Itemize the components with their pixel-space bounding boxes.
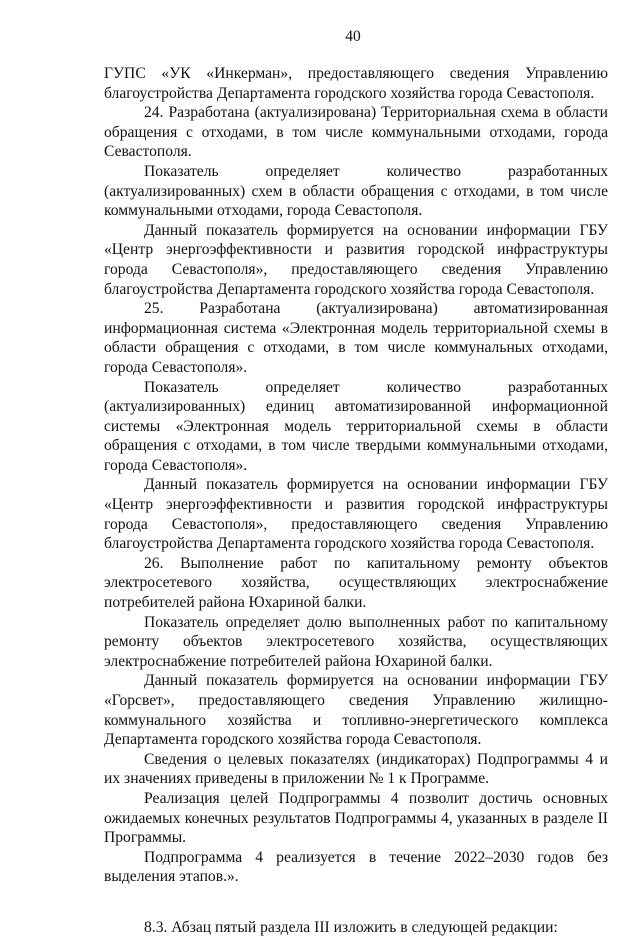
- paragraph-indicator-24: 24. Разработана (актуализирована) Территориальная схема в области обращения с отходами, в том числе коммунальными отходами, города Севастополя.: [104, 104, 608, 161]
- paragraph-indicator-25-definition: Показатель определяет количество разработанных (актуализированных) единиц автоматизированной информационной системы «Электронная модель территориальной схемы в области обращения с отходами, в том числе твердыми коммунальными отходами, города Севастополя».: [104, 378, 608, 474]
- paragraph-amendment-8-3: 8.3. Абзац пятый раздела III изложить в следующей редакции:: [144, 918, 558, 936]
- paragraph-indicator-24-definition: Показатель определяет количество разработанных (актуализированных) схем в области обращения с отходами, в том числе коммунальными отходами, города Севастополя.: [104, 162, 608, 220]
- paragraph-indicator-26-definition: Показатель определяет долю выполненных работ по капитальному ремонту объектов электросетевого хозяйства, осуществляющих электроснабжение потребителей района Юхариной балки.: [104, 613, 608, 670]
- paragraph-continuation: ГУПС «УК «Инкерман», предоставляющего сведения Управлению благоустройства Департамента городского хозяйства города Севастополя.: [104, 65, 608, 102]
- paragraph-indicator-26: 26. Выполнение работ по капитальному ремонту объектов электросетевого хозяйства, осуществляющих электроснабжение потребителей района Юхариной балки.: [104, 554, 608, 612]
- page-number: 40: [345, 28, 361, 45]
- paragraph-implementation-period: Подпрограмма 4 реализуется в течение 2022–2030 годов без выделения этапов.».: [104, 848, 608, 886]
- paragraph-indicator-25-source: Данный показатель формируется на основании информации ГБУ «Центр энергоэффективности и развития городской инфраструктуры города Севастополя», предоставляющего сведения Управлению благоустройства Департамента городского хозяйства города Севастополя.: [104, 476, 608, 553]
- paragraph-expected-results: Реализация целей Подпрограммы 4 позволит достичь основных ожидаемых конечных результатов Подпрограммы 4, указанных в разделе II Программы.: [104, 789, 608, 847]
- paragraph-indicator-26-source: Данный показатель формируется на основании информации ГБУ «Горсвет», предоставляющего сведения Управлению жилищно-коммунального хозяйства и топливно-энергетического комплекса Департамента городского хозяйства города Севастополя.: [104, 672, 608, 749]
- paragraph-indicator-24-source: Данный показатель формируется на основании информации ГБУ «Центр энергоэффективности и развития городской инфраструктуры города Севастополя», предоставляющего сведения Управлению благоустройства Департамента городского хозяйства города Севастополя.: [104, 221, 608, 298]
- document-body: [104, 64, 608, 938]
- paragraph-indicators-appendix: Сведения о целевых показателях (индикаторах) Подпрограммы 4 и их значениях приведены в приложении № 1 к Программе.: [104, 750, 608, 788]
- paragraph-indicator-25: 25. Разработана (актуализирована) автоматизированная информационная система «Электронная модель территориальной схемы в области обращения с отходами, в том числе коммунальных отходами, города Севастополя».: [104, 300, 608, 376]
